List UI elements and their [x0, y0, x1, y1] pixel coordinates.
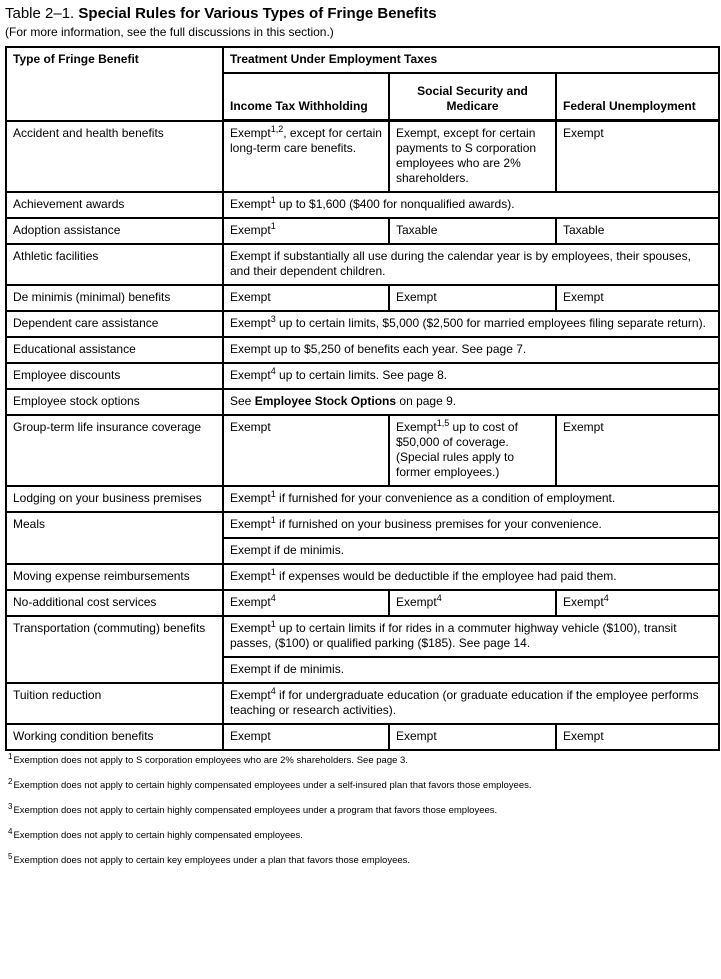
table-row: [6, 121, 719, 193]
table-row: [6, 363, 719, 389]
table-row: [6, 285, 719, 311]
column-header-income-tax-withholding: Income Tax Withholding: [223, 73, 389, 121]
benefit-cell: Moving expense reimbursements: [6, 564, 223, 590]
value-cell: Exempt: [556, 121, 719, 193]
column-header-social-security-and-medicare: Social Security and Medicare: [389, 73, 556, 121]
benefit-cell: Adoption assistance: [6, 218, 223, 244]
value-cell: Exempt$^1$ up to $1,600 ($400 for nonqualified awards).: [223, 192, 719, 218]
table-subtitle: (For more information, see the full discussions in this section.): [5, 25, 334, 39]
value-cell: Exempt: [389, 724, 556, 750]
value-cell: Exempt if substantially all use during the calendar year is by employees, their spouses, and their dependent children.: [223, 244, 719, 285]
footnote-text: Exemption does not apply to certain key employees under a plan that favors those employees.: [13, 855, 411, 866]
benefit-cell: Working condition benefits: [6, 724, 223, 750]
footnote-text: Exemption does not apply to certain highly compensated employees.: [13, 830, 303, 841]
value-cell: Exempt: [223, 724, 389, 750]
table-row: [6, 486, 719, 512]
table-row: [6, 590, 719, 616]
footnote-text: Exemption does not apply to S corporation employees who are 2% shareholders. See page 3.: [13, 755, 408, 766]
footnote-text: Exemption does not apply to certain highly compensated employees under a program that favors those employees.: [13, 805, 498, 816]
value-cell: Exempt: [223, 415, 389, 486]
footnote: [8, 801, 718, 817]
value-cell: Exempt$^1$ if furnished for your convenience as a condition of employment.: [223, 486, 719, 512]
footnote-number: 2: [8, 776, 13, 786]
table-row: [6, 218, 719, 244]
value-cell: Exempt: [556, 724, 719, 750]
benefit-cell: Employee stock options: [6, 389, 223, 415]
value-cell: Exempt: [556, 415, 719, 486]
footnotes: [8, 751, 718, 867]
value-cell: Exempt if de minimis.: [223, 657, 719, 683]
value-cell: Exempt$^{1,5}$ up to cost of $50,000 of coverage. (Special rules apply to former employees.): [389, 415, 556, 486]
value-cell: Exempt$^4$ if for undergraduate education (or graduate education if the employee performs teaching or research activities).: [223, 683, 719, 724]
table-row: [6, 564, 719, 590]
footnote: [8, 776, 718, 792]
footnote-text: Exemption does not apply to certain highly compensated employees under a self-insured plan that favors those employees.: [13, 780, 532, 791]
value-cell: Taxable: [556, 218, 719, 244]
footnote-number: 5: [8, 851, 13, 861]
table-title-main: Special Rules for Various Types of Fringe Benefits: [78, 5, 437, 22]
table-header: [6, 47, 719, 121]
benefit-cell: De minimis (minimal) benefits: [6, 285, 223, 311]
table-row: [6, 192, 719, 218]
value-cell: Exempt$^1$ if expenses would be deductible if the employee had paid them.: [223, 564, 719, 590]
value-cell: Exempt, except for certain payments to S corporation employees who are 2% shareholders.: [389, 121, 556, 193]
value-cell: Exempt$^1$: [223, 218, 389, 244]
column-header-federal-unemployment: Federal Unemployment: [556, 73, 719, 121]
column-header-type-of-fringe-benefit: Type of Fringe Benefit: [6, 47, 223, 121]
benefit-cell: Tuition reduction: [6, 683, 223, 724]
table-row: [6, 244, 719, 285]
benefit-cell: Accident and health benefits: [6, 121, 223, 193]
value-cell: Exempt up to $5,250 of benefits each year. See page 7.: [223, 337, 719, 363]
table-row: [6, 724, 719, 750]
value-cell: Exempt$^1$ up to certain limits if for rides in a commuter highway vehicle ($100), transit passes, ($100) or qualified parking ($185). See page 14.: [223, 616, 719, 657]
value-cell: Exempt: [556, 285, 719, 311]
footnote-number: 3: [8, 801, 13, 811]
value-cell: Taxable: [389, 218, 556, 244]
benefit-cell: Achievement awards: [6, 192, 223, 218]
value-cell: Exempt: [223, 285, 389, 311]
footnote-number: 4: [8, 826, 13, 836]
value-cell: See Employee Stock Options on page 9.: [223, 389, 719, 415]
table-row: [6, 337, 719, 363]
value-cell: Exempt$^4$: [223, 590, 389, 616]
benefit-cell: Lodging on your business premises: [6, 486, 223, 512]
table-body: [6, 121, 719, 751]
benefit-cell: Athletic facilities: [6, 244, 223, 285]
value-cell: Exempt$^4$: [389, 590, 556, 616]
table-title: [5, 4, 718, 23]
benefit-cell: Educational assistance: [6, 337, 223, 363]
benefit-cell: No-additional cost services: [6, 590, 223, 616]
table-row: [6, 616, 719, 657]
value-cell: Exempt: [389, 285, 556, 311]
table-row: [6, 415, 719, 486]
footnote: [8, 851, 718, 867]
footnote: [8, 826, 718, 842]
value-cell: Exempt$^4$ up to certain limits. See page 8.: [223, 363, 719, 389]
value-cell: Exempt$^1$ if furnished on your business premises for your convenience.: [223, 512, 719, 538]
value-cell: Exempt$^3$ up to certain limits, $5,000 ($2,500 for married employees filing separate return).: [223, 311, 719, 337]
benefit-cell: Employee discounts: [6, 363, 223, 389]
benefit-cell: Transportation (commuting) benefits: [6, 616, 223, 683]
table-row: [6, 512, 719, 538]
table-row: [6, 389, 719, 415]
group-header-row: [6, 47, 719, 73]
benefit-cell: Meals: [6, 512, 223, 564]
benefit-cell: Dependent care assistance: [6, 311, 223, 337]
value-cell: Exempt if de minimis.: [223, 538, 719, 564]
footnote: [8, 751, 718, 767]
value-cell: Exempt$^{1,2}$, except for certain long-term care benefits.: [223, 121, 389, 193]
group-header-treatment-under-employment-taxes: Treatment Under Employment Taxes: [223, 47, 719, 73]
table-row: [6, 311, 719, 337]
fringe-benefits-table: [5, 46, 720, 751]
footnote-number: 1: [8, 751, 13, 761]
benefit-cell: Group-term life insurance coverage: [6, 415, 223, 486]
table-row: [6, 683, 719, 724]
table-title-prefix: Table 2–1.: [5, 5, 75, 22]
value-cell: Exempt$^4$: [556, 590, 719, 616]
